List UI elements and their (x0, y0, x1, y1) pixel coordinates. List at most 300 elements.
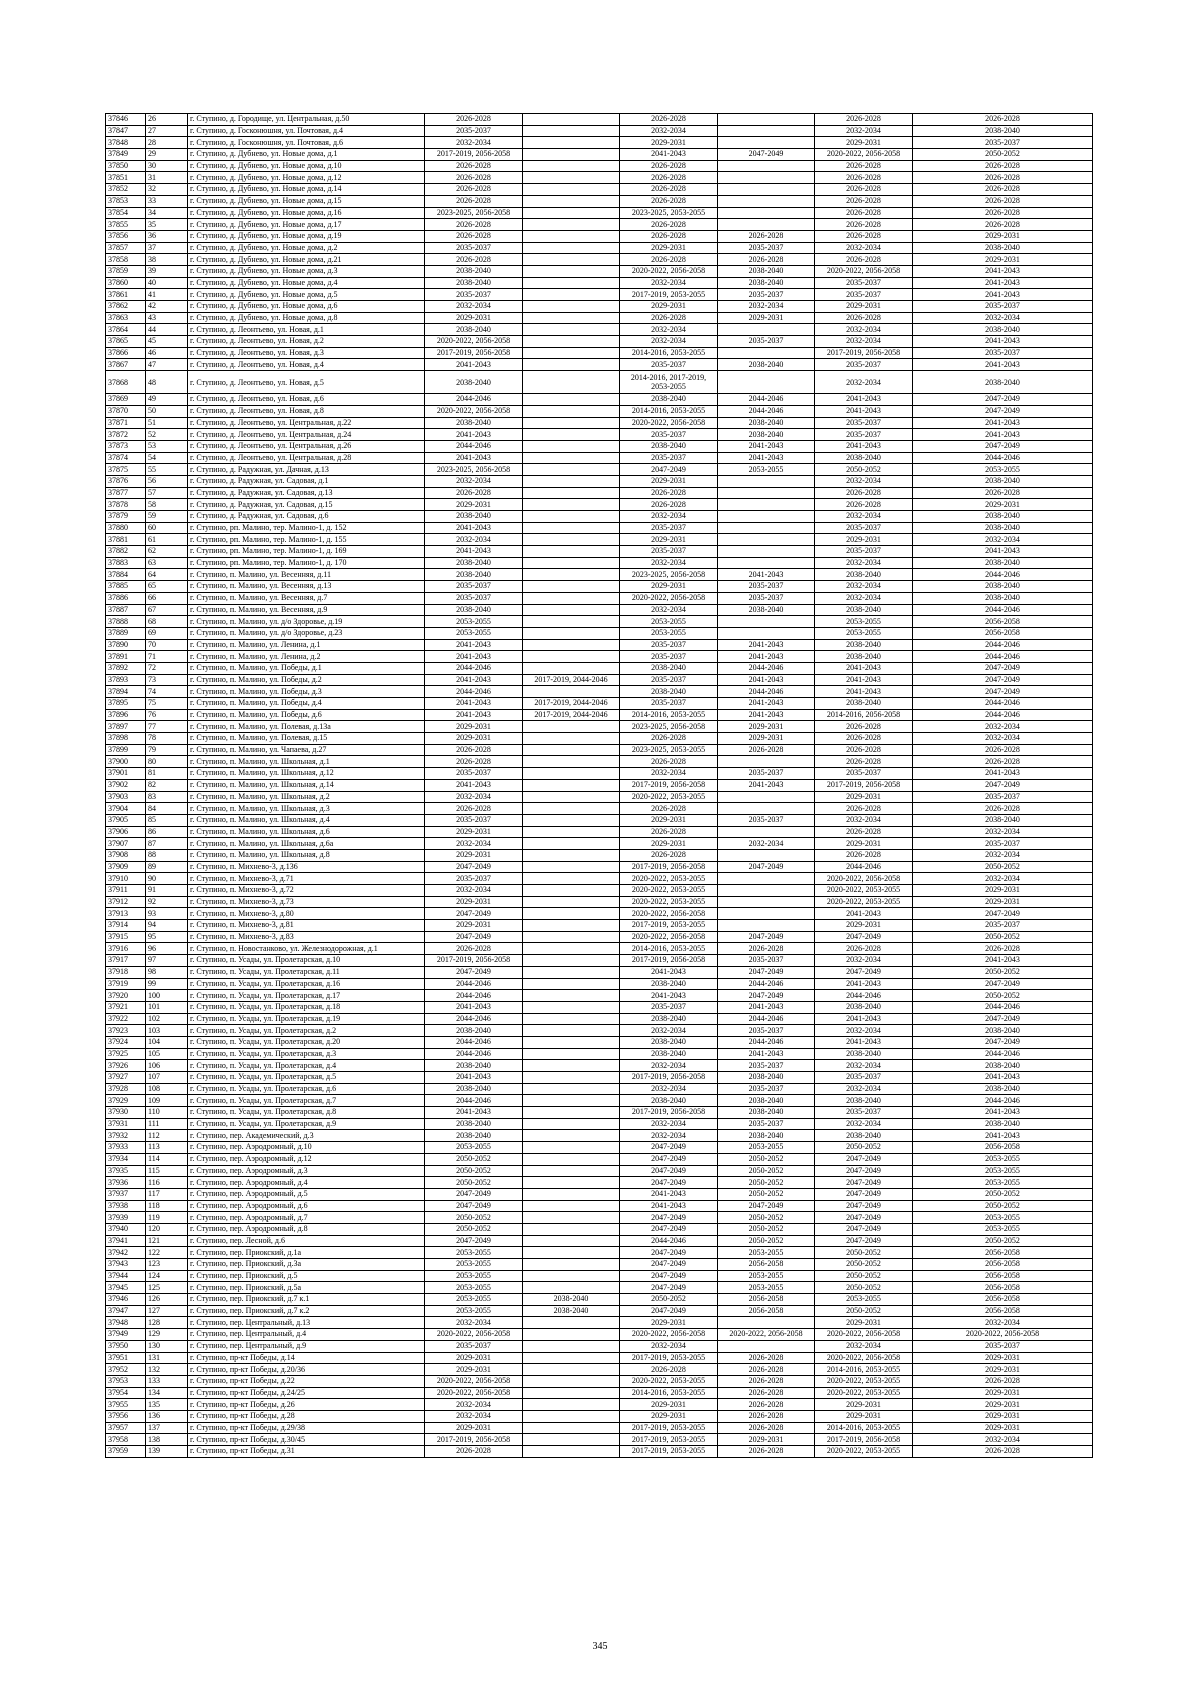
cell-row-id: 37858 (106, 254, 146, 266)
cell-col-7: 2029-2031 (718, 312, 815, 324)
table-row (106, 464, 1093, 476)
cell-address: г. Ступино, п. Усады, ул. Пролетарская, д.6 (188, 1083, 425, 1095)
cell-col-6: 2038-2040 (620, 1013, 718, 1025)
cell-row-id: 37857 (106, 242, 146, 254)
cell-col-8: 2026-2028 (815, 207, 913, 219)
cell-col-8: 2038-2040 (815, 651, 913, 663)
cell-address: г. Ступино, пер. Аэродромный, д.12 (188, 1153, 425, 1165)
cell-col-9: 2041-2043 (913, 277, 1093, 289)
cell-col-8: 2029-2031 (815, 137, 913, 149)
cell-col-7: 2053-2055 (718, 1247, 815, 1259)
cell-col-9: 2029-2031 (913, 499, 1093, 511)
cell-col-4: 2038-2040 (425, 569, 523, 581)
cell-col-8: 2032-2034 (815, 125, 913, 137)
cell-row-index: 44 (146, 324, 188, 336)
table-row (106, 838, 1093, 850)
cell-row-index: 75 (146, 698, 188, 710)
cell-col-9: 2038-2040 (913, 242, 1093, 254)
cell-col-8: 2032-2034 (815, 814, 913, 826)
table-row (106, 803, 1093, 815)
cell-row-index: 88 (146, 849, 188, 861)
cell-col-7 (718, 1340, 815, 1352)
cell-col-8: 2047-2049 (815, 1223, 913, 1235)
cell-col-5 (523, 1317, 620, 1329)
cell-col-9: 2026-2028 (913, 756, 1093, 768)
cell-col-7 (718, 546, 815, 558)
cell-address: г. Ступино, п. Усады, ул. Пролетарская, д.18 (188, 1001, 425, 1013)
table-row (106, 172, 1093, 184)
cell-col-9: 2044-2046 (913, 709, 1093, 721)
cell-col-9: 2032-2034 (913, 733, 1093, 745)
cell-col-9: 2056-2058 (913, 627, 1093, 639)
cell-address: г. Ступино, п. Малино, ул. Полевая, д.13а (188, 721, 425, 733)
cell-col-9: 2041-2043 (913, 429, 1093, 441)
cell-col-4: 2041-2043 (425, 1072, 523, 1084)
cell-col-7: 2047-2049 (718, 966, 815, 978)
cell-col-5 (523, 1165, 620, 1177)
cell-col-5 (523, 1188, 620, 1200)
cell-row-id: 37881 (106, 534, 146, 546)
cell-col-9: 2029-2031 (913, 896, 1093, 908)
cell-col-9: 2056-2058 (913, 616, 1093, 628)
cell-col-6: 2032-2034 (620, 511, 718, 523)
cell-row-index: 94 (146, 920, 188, 932)
cell-col-5 (523, 1422, 620, 1434)
cell-col-8: 2026-2028 (815, 230, 913, 242)
cell-col-9: 2038-2040 (913, 475, 1093, 487)
cell-col-7: 2038-2040 (718, 265, 815, 277)
cell-col-5 (523, 1130, 620, 1142)
cell-col-7: 2041-2043 (718, 651, 815, 663)
cell-row-index: 35 (146, 219, 188, 231)
cell-address: г. Ступино, п. Усады, ул. Пролетарская, д.3 (188, 1048, 425, 1060)
cell-col-5 (523, 522, 620, 534)
cell-col-7 (718, 791, 815, 803)
cell-col-7: 2044-2046 (718, 662, 815, 674)
cell-col-4: 2038-2040 (425, 371, 523, 394)
cell-col-8: 2020-2022, 2053-2055 (815, 1387, 913, 1399)
cell-row-index: 27 (146, 125, 188, 137)
cell-col-9: 2026-2028 (913, 207, 1093, 219)
cell-col-4: 2041-2043 (425, 698, 523, 710)
cell-col-9: 2050-2052 (913, 931, 1093, 943)
cell-row-id: 37958 (106, 1434, 146, 1446)
cell-col-9: 2044-2046 (913, 1048, 1093, 1060)
cell-col-9: 2035-2037 (913, 920, 1093, 932)
cell-row-index: 128 (146, 1317, 188, 1329)
cell-col-7: 2026-2028 (718, 1352, 815, 1364)
table-row (106, 569, 1093, 581)
cell-col-8: 2053-2055 (815, 616, 913, 628)
cell-col-7 (718, 803, 815, 815)
cell-col-9: 2038-2040 (913, 324, 1093, 336)
cell-col-6: 2035-2037 (620, 698, 718, 710)
cell-col-4: 2044-2046 (425, 1095, 523, 1107)
cell-row-index: 55 (146, 464, 188, 476)
cell-col-7: 2050-2052 (718, 1177, 815, 1189)
cell-col-6: 2020-2022, 2053-2055 (620, 896, 718, 908)
cell-col-9: 2047-2049 (913, 686, 1093, 698)
cell-col-5 (523, 803, 620, 815)
cell-col-4: 2050-2052 (425, 1212, 523, 1224)
cell-col-6: 2014-2016, 2017-2019, 2053-2055 (620, 371, 718, 394)
cell-col-7 (718, 920, 815, 932)
cell-col-5 (523, 733, 620, 745)
cell-row-index: 98 (146, 966, 188, 978)
cell-row-id: 37950 (106, 1340, 146, 1352)
cell-col-6: 2026-2028 (620, 1364, 718, 1376)
cell-col-4: 2026-2028 (425, 114, 523, 126)
cell-col-8: 2026-2028 (815, 943, 913, 955)
cell-row-id: 37918 (106, 966, 146, 978)
cell-col-6: 2017-2019, 2056-2058 (620, 861, 718, 873)
cell-address: г. Ступино, д. Дубнево, ул. Новые дома, д.4 (188, 277, 425, 289)
cell-col-9: 2056-2058 (913, 1247, 1093, 1259)
cell-address: г. Ступино, д. Леонтьево, ул. Центральная, д.24 (188, 429, 425, 441)
cell-address: г. Ступино, рп. Малино, тер. Малино-1, д. 152 (188, 522, 425, 534)
cell-address: г. Ступино, д. Госконюшня, ул. Почтовая, д.4 (188, 125, 425, 137)
cell-col-5 (523, 242, 620, 254)
cell-col-4: 2035-2037 (425, 592, 523, 604)
cell-col-5 (523, 359, 620, 371)
cell-address: г. Ступино, пер. Центральный, д.13 (188, 1317, 425, 1329)
cell-col-9: 2041-2043 (913, 336, 1093, 348)
cell-col-7 (718, 1317, 815, 1329)
cell-col-6: 2047-2049 (620, 464, 718, 476)
cell-col-9: 2044-2046 (913, 452, 1093, 464)
cell-col-5 (523, 885, 620, 897)
cell-col-8: 2044-2046 (815, 861, 913, 873)
cell-row-index: 39 (146, 265, 188, 277)
cell-col-7: 2050-2052 (718, 1188, 815, 1200)
cell-col-8: 2035-2037 (815, 359, 913, 371)
cell-row-index: 51 (146, 417, 188, 429)
cell-col-7: 2035-2037 (718, 592, 815, 604)
cell-row-index: 80 (146, 756, 188, 768)
cell-col-7: 2032-2034 (718, 301, 815, 313)
cell-col-8: 2041-2043 (815, 674, 913, 686)
table-row (106, 114, 1093, 126)
cell-address: г. Ступино, пер. Центральный, д.4 (188, 1329, 425, 1341)
cell-col-6: 2038-2040 (620, 440, 718, 452)
cell-col-9: 2044-2046 (913, 698, 1093, 710)
cell-col-9: 2026-2028 (913, 172, 1093, 184)
cell-col-5 (523, 336, 620, 348)
cell-col-9: 2050-2052 (913, 990, 1093, 1002)
cell-col-8: 2032-2034 (815, 1083, 913, 1095)
cell-col-7: 2047-2049 (718, 861, 815, 873)
cell-row-index: 96 (146, 943, 188, 955)
cell-address: г. Ступино, п. Малино, ул. Школьная, д.6 (188, 826, 425, 838)
cell-address: г. Ступино, п. Малино, ул. Школьная, д.6а (188, 838, 425, 850)
cell-row-id: 37864 (106, 324, 146, 336)
cell-row-index: 103 (146, 1025, 188, 1037)
cell-row-index: 30 (146, 160, 188, 172)
cell-row-id: 37854 (106, 207, 146, 219)
cell-col-6: 2017-2019, 2053-2055 (620, 1422, 718, 1434)
cell-col-7: 2050-2052 (718, 1165, 815, 1177)
cell-col-6: 2035-2037 (620, 1001, 718, 1013)
cell-col-8: 2035-2037 (815, 1107, 913, 1119)
table-row (106, 1188, 1093, 1200)
cell-col-5 (523, 814, 620, 826)
table-row (106, 1165, 1093, 1177)
cell-row-index: 32 (146, 184, 188, 196)
cell-col-4: 2038-2040 (425, 417, 523, 429)
cell-col-8: 2038-2040 (815, 639, 913, 651)
cell-address: г. Ступино, д. Дубнево, ул. Новые дома, д.17 (188, 219, 425, 231)
cell-col-9: 2032-2034 (913, 826, 1093, 838)
table-row (106, 1223, 1093, 1235)
cell-col-8: 2044-2046 (815, 990, 913, 1002)
cell-col-9: 2029-2031 (913, 254, 1093, 266)
cell-row-index: 105 (146, 1048, 188, 1060)
cell-col-8: 2032-2034 (815, 324, 913, 336)
cell-row-id: 37945 (106, 1282, 146, 1294)
table-row (106, 1212, 1093, 1224)
cell-col-7: 2053-2055 (718, 1270, 815, 1282)
cell-row-id: 37851 (106, 172, 146, 184)
cell-col-6: 2050-2052 (620, 1294, 718, 1306)
cell-row-index: 125 (146, 1282, 188, 1294)
cell-col-6: 2029-2031 (620, 1410, 718, 1422)
table-row (106, 324, 1093, 336)
cell-col-6: 2014-2016, 2053-2055 (620, 347, 718, 359)
cell-col-7: 2044-2046 (718, 1036, 815, 1048)
cell-address: г. Ступино, д. Дубнево, ул. Новые дома, д.5 (188, 289, 425, 301)
table-row (106, 733, 1093, 745)
cell-col-4: 2041-2043 (425, 452, 523, 464)
cell-col-5 (523, 990, 620, 1002)
table-row (106, 219, 1093, 231)
cell-col-8: 2032-2034 (815, 557, 913, 569)
cell-col-4: 2026-2028 (425, 744, 523, 756)
cell-col-7 (718, 499, 815, 511)
table-row (106, 978, 1093, 990)
cell-row-index: 76 (146, 709, 188, 721)
cell-col-7: 2041-2043 (718, 674, 815, 686)
cell-col-6: 2020-2022, 2053-2055 (620, 873, 718, 885)
cell-col-8: 2032-2034 (815, 1025, 913, 1037)
cell-address: г. Ступино, д. Радужная, ул. Садовая, д.1 (188, 475, 425, 487)
cell-row-index: 110 (146, 1107, 188, 1119)
cell-col-8: 2050-2052 (815, 1270, 913, 1282)
cell-col-6: 2014-2016, 2053-2055 (620, 1387, 718, 1399)
cell-col-9: 2047-2049 (913, 674, 1093, 686)
cell-col-9: 2038-2040 (913, 522, 1093, 534)
cell-col-8: 2047-2049 (815, 1200, 913, 1212)
cell-col-5 (523, 581, 620, 593)
cell-address: г. Ступино, пер. Аэродромный, д.10 (188, 1142, 425, 1154)
cell-col-4: 2044-2046 (425, 440, 523, 452)
cell-col-4: 2038-2040 (425, 511, 523, 523)
cell-col-8: 2041-2043 (815, 394, 913, 406)
cell-row-id: 37879 (106, 511, 146, 523)
cell-col-4: 2041-2043 (425, 429, 523, 441)
cell-col-5 (523, 184, 620, 196)
cell-row-index: 112 (146, 1130, 188, 1142)
cell-col-8: 2026-2028 (815, 219, 913, 231)
cell-col-9: 2032-2034 (913, 1317, 1093, 1329)
cell-address: г. Ступино, д. Дубнево, ул. Новые дома, д.16 (188, 207, 425, 219)
cell-row-id: 37915 (106, 931, 146, 943)
cell-row-id: 37943 (106, 1259, 146, 1271)
cell-col-7: 2035-2037 (718, 336, 815, 348)
cell-col-4: 2053-2055 (425, 1305, 523, 1317)
cell-address: г. Ступино, п. Усады, ул. Пролетарская, д.9 (188, 1118, 425, 1130)
cell-row-index: 78 (146, 733, 188, 745)
cell-row-id: 37891 (106, 651, 146, 663)
cell-row-index: 66 (146, 592, 188, 604)
cell-col-4: 2035-2037 (425, 125, 523, 137)
cell-row-index: 97 (146, 955, 188, 967)
cell-col-4: 2038-2040 (425, 1130, 523, 1142)
cell-row-id: 37936 (106, 1177, 146, 1189)
cell-col-4: 2026-2028 (425, 160, 523, 172)
cell-row-id: 37892 (106, 662, 146, 674)
cell-row-id: 37916 (106, 943, 146, 955)
cell-col-8: 2032-2034 (815, 371, 913, 394)
table-row (106, 931, 1093, 943)
table-row (106, 487, 1093, 499)
cell-col-4: 2029-2031 (425, 920, 523, 932)
cell-col-6: 2032-2034 (620, 1130, 718, 1142)
table-row (106, 1083, 1093, 1095)
cell-address: г. Ступино, рп. Малино, тер. Малино-1, д. 170 (188, 557, 425, 569)
cell-row-index: 129 (146, 1329, 188, 1341)
cell-col-9: 2029-2031 (913, 1352, 1093, 1364)
cell-col-4: 2044-2046 (425, 662, 523, 674)
cell-col-6: 2023-2025, 2053-2055 (620, 207, 718, 219)
cell-col-8: 2050-2052 (815, 1142, 913, 1154)
cell-col-9: 2029-2031 (913, 1364, 1093, 1376)
cell-col-4: 2035-2037 (425, 1340, 523, 1352)
cell-row-id: 37865 (106, 336, 146, 348)
cell-row-index: 137 (146, 1422, 188, 1434)
cell-col-6: 2047-2049 (620, 1259, 718, 1271)
cell-row-id: 37882 (106, 546, 146, 558)
table-row (106, 534, 1093, 546)
table-row (106, 674, 1093, 686)
cell-row-index: 81 (146, 768, 188, 780)
cell-col-4: 2038-2040 (425, 1118, 523, 1130)
cell-col-5 (523, 721, 620, 733)
cell-col-7: 2026-2028 (718, 943, 815, 955)
table-row (106, 1387, 1093, 1399)
table-row (106, 1410, 1093, 1422)
cell-col-8: 2029-2031 (815, 1317, 913, 1329)
cell-col-9: 2056-2058 (913, 1270, 1093, 1282)
cell-row-index: 86 (146, 826, 188, 838)
cell-col-7: 2050-2052 (718, 1153, 815, 1165)
cell-address: г. Ступино, пер. Центральный, д.9 (188, 1340, 425, 1352)
cell-col-6: 2047-2049 (620, 1153, 718, 1165)
cell-col-9: 2038-2040 (913, 814, 1093, 826)
table-row (106, 277, 1093, 289)
cell-row-id: 37929 (106, 1095, 146, 1107)
table-row (106, 1352, 1093, 1364)
cell-col-6: 2026-2028 (620, 254, 718, 266)
cell-col-5 (523, 686, 620, 698)
cell-col-8: 2050-2052 (815, 1247, 913, 1259)
cell-col-5 (523, 230, 620, 242)
table-row (106, 312, 1093, 324)
cell-col-6: 2017-2019, 2056-2058 (620, 1107, 718, 1119)
cell-col-9: 2041-2043 (913, 359, 1093, 371)
cell-row-id: 37859 (106, 265, 146, 277)
cell-col-8: 2035-2037 (815, 417, 913, 429)
cell-address: г. Ступино, пр-кт Победы, д.20/36 (188, 1364, 425, 1376)
cell-col-7: 2056-2058 (718, 1294, 815, 1306)
cell-col-5 (523, 440, 620, 452)
table-row (106, 849, 1093, 861)
cell-col-4: 2038-2040 (425, 1060, 523, 1072)
cell-row-index: 95 (146, 931, 188, 943)
cell-row-id: 37870 (106, 405, 146, 417)
cell-col-5 (523, 1036, 620, 1048)
cell-col-4: 2032-2034 (425, 791, 523, 803)
cell-col-6: 2026-2028 (620, 803, 718, 815)
table-row (106, 301, 1093, 313)
cell-col-8: 2047-2049 (815, 1177, 913, 1189)
cell-address: г. Ступино, пр-кт Победы, д.24/25 (188, 1387, 425, 1399)
cell-row-index: 73 (146, 674, 188, 686)
table-row (106, 1375, 1093, 1387)
cell-col-9: 2044-2046 (913, 651, 1093, 663)
cell-address: г. Ступино, д. Леонтьево, ул. Новая, д.5 (188, 371, 425, 394)
cell-col-6: 2017-2019, 2056-2058 (620, 1072, 718, 1084)
cell-row-id: 37949 (106, 1329, 146, 1341)
cell-col-6: 2032-2034 (620, 557, 718, 569)
cell-col-7: 2041-2043 (718, 452, 815, 464)
cell-col-8: 2029-2031 (815, 920, 913, 932)
table-row (106, 184, 1093, 196)
cell-col-6: 2023-2025, 2053-2055 (620, 744, 718, 756)
cell-col-8: 2026-2028 (815, 756, 913, 768)
cell-row-index: 119 (146, 1212, 188, 1224)
cell-col-8: 2029-2031 (815, 1410, 913, 1422)
cell-address: г. Ступино, п. Малино, ул. Победы, д.2 (188, 674, 425, 686)
cell-col-8: 2014-2016, 2053-2055 (815, 1422, 913, 1434)
cell-col-9: 2038-2040 (913, 371, 1093, 394)
cell-col-6: 2023-2025, 2056-2058 (620, 721, 718, 733)
cell-address: г. Ступино, п. Малино, ул. Победы, д.6 (188, 709, 425, 721)
cell-col-6: 2020-2022, 2056-2058 (620, 417, 718, 429)
cell-col-5 (523, 779, 620, 791)
cell-row-id: 37878 (106, 499, 146, 511)
cell-col-5 (523, 417, 620, 429)
cell-col-4: 2047-2049 (425, 966, 523, 978)
cell-row-id: 37930 (106, 1107, 146, 1119)
cell-row-index: 117 (146, 1188, 188, 1200)
cell-col-4: 2029-2031 (425, 1352, 523, 1364)
cell-address: г. Ступино, рп. Малино, тер. Малино-1, д. 169 (188, 546, 425, 558)
cell-address: г. Ступино, пр-кт Победы, д.30/45 (188, 1434, 425, 1446)
cell-address: г. Ступино, д. Леонтьево, ул. Новая, д.2 (188, 336, 425, 348)
cell-row-id: 37876 (106, 475, 146, 487)
cell-col-7: 2038-2040 (718, 277, 815, 289)
table-row (106, 1235, 1093, 1247)
cell-col-8: 2041-2043 (815, 686, 913, 698)
cell-row-id: 37860 (106, 277, 146, 289)
cell-address: г. Ступино, д. Радужная, ул. Садовая, д.13 (188, 487, 425, 499)
cell-col-7: 2038-2040 (718, 1095, 815, 1107)
cell-row-id: 37932 (106, 1130, 146, 1142)
cell-address: г. Ступино, д. Леонтьево, ул. Центральная, д.28 (188, 452, 425, 464)
cell-col-7: 2047-2049 (718, 149, 815, 161)
cell-address: г. Ступино, пер. Приокский, д.5а (188, 1282, 425, 1294)
cell-col-5 (523, 639, 620, 651)
